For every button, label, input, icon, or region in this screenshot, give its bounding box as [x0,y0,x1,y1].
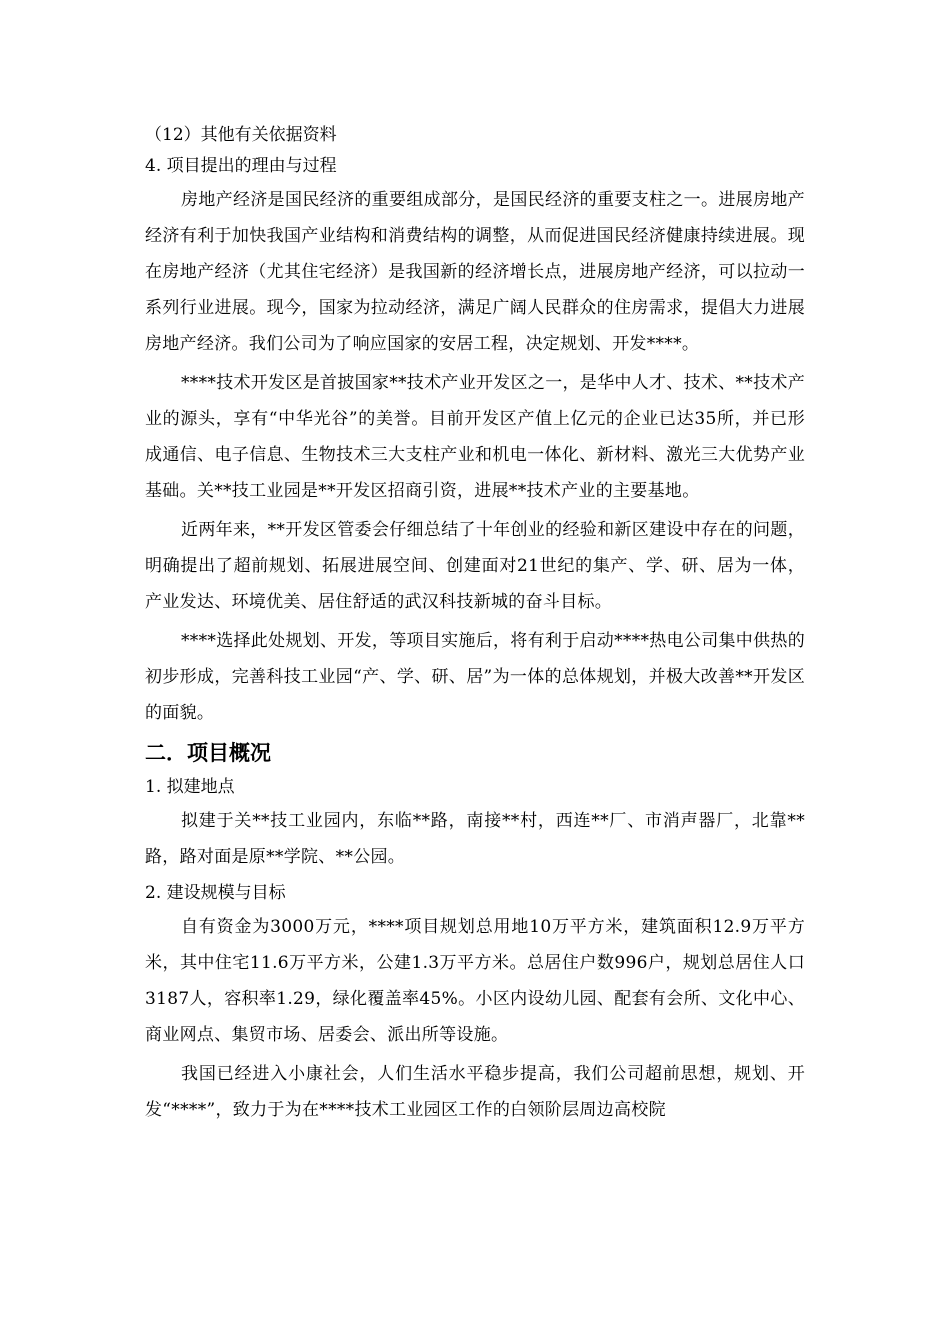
section-title-project-overview: 二．项目概况 [145,741,271,765]
paragraph-dev-zone: ****技术开发区是首披国家**技术产业开发区之一，是华中人才、技术、**技术产业的源头，享有“中华光谷”的美誉。目前开发区产值上亿元的企业已达35所，并已形成通信、电子信息、生物技术三大支柱产业和机电一体化、新材料、激光三大优势产业基础。关**技工业园是**开发区招商引资，进展**技术产业的主要基地。 [145,373,805,501]
paragraph-real-estate: 房地产经济是国民经济的重要组成部分，是国民经济的重要支柱之一。进展房地产经济有利于加快我国产业结构和消费结构的调整，从而促进国民经济健康持续进展。现在房地产经济（尤其住宅经济）是我国新的经济增长点，进展房地产经济，可以拉动一系列行业进展。现今，国家为拉动经济，满足广阔人民群众的住房需求，提倡大力进展房地产经济。我们公司为了响应国家的安居工程，决定规划、开发****。 [145,190,805,354]
heading-site: 1. 拟建地点 [145,777,235,797]
paragraph-society: 我国已经进入小康社会，人们生活水平稳步提高，我们公司超前思想，规划、开发“****”，致力于为在****技术工业园区工作的白领阶层周边高校院 [145,1064,805,1120]
document-page [145,120,805,1131]
heading-scale-goals: 2. 建设规模与目标 [145,883,286,903]
heading-project-reason: 4. 项目提出的理由与过程 [145,156,337,176]
paragraph-recent-years: 近两年来，**开发区管委会仔细总结了十年创业的经验和新区建设中存在的问题，明确提出了超前规划、拓展进展空间、创建面对21世纪的集产、学、研、居为一体，产业发达、环境优美、居住舒适的武汉科技新城的奋斗目标。 [145,520,805,612]
paragraph-funding: 自有资金为3000万元，****项目规划总用地10万平方米，建筑面积12.9万平方米，其中住宅11.6万平方米，公建1.3万平方米。总居住户数996户，规划总居住人口3187人，容积率1.29，绿化覆盖率45%。小区内设幼儿园、配套有会所、文化中心、商业网点、集贸市场、居委会、派出所等设施。 [145,917,805,1045]
paragraph-choice: ****选择此处规划、开发，等项目实施后，将有利于启动****热电公司集中供热的初步形成，完善科技工业园“产、学、研、居”为一体的总体规划，并极大改善**开发区的面貌。 [145,631,805,723]
paragraph-site: 拟建于关**技工业园内，东临**路，南接**村，西连**厂、市消声器厂，北靠**路，路对面是原**学院、**公园。 [145,811,805,867]
list-item-12: （12）其他有关依据资料 [145,125,337,145]
